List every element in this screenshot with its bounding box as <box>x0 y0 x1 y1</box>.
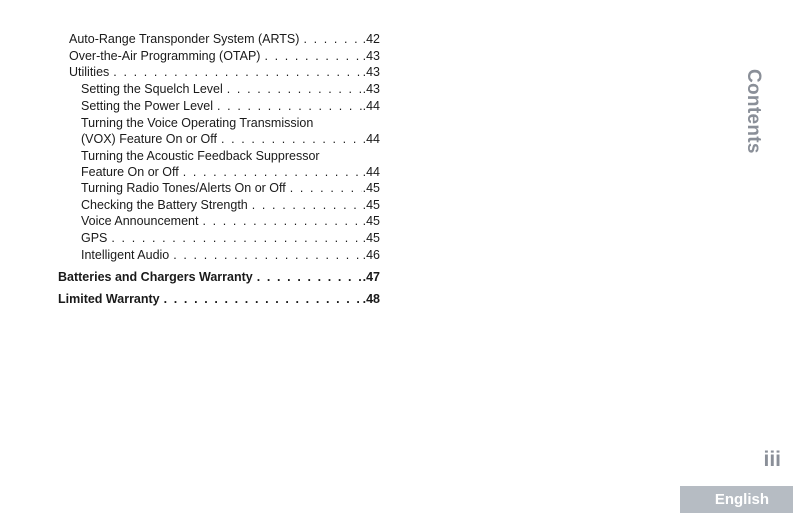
toc-leader-dots <box>111 230 361 247</box>
toc-entry-page: .44 <box>362 132 380 146</box>
toc-entry-voice-announcement[interactable] <box>81 213 380 230</box>
toc-entry-title: Setting the Power Level <box>81 98 214 113</box>
toc-leader-dots <box>113 64 361 81</box>
toc-entry-page: .48 <box>362 292 380 306</box>
toc-entry-utilities[interactable] <box>69 64 380 81</box>
toc-entry-page: .44 <box>362 98 380 113</box>
toc-entry-title: Limited Warranty <box>58 292 160 306</box>
toc-entry-title-line1: Turning the Voice Operating Transmission <box>81 115 314 130</box>
toc-leader-dots <box>217 98 362 115</box>
toc-entry-page: .45 <box>362 197 380 212</box>
toc-leader-dots <box>257 269 362 286</box>
toc-entry-page: .43 <box>362 48 380 63</box>
toc-entry-radio-tones[interactable] <box>81 180 380 197</box>
toc-entry-page: .47 <box>362 270 380 284</box>
toc-entry-arts[interactable] <box>69 31 380 48</box>
toc-leader-dots <box>303 31 361 48</box>
toc-entry-vox[interactable] <box>81 115 380 148</box>
page-number: iii <box>763 448 781 471</box>
toc-entry-title: Over-the-Air Programming (OTAP) <box>69 48 261 63</box>
toc-entry-title: Voice Announcement <box>81 214 199 228</box>
toc-entry-title: Intelligent Audio <box>81 247 170 262</box>
toc-entry-batteries-warranty[interactable] <box>58 269 380 286</box>
toc-entry-title: Feature On or Off <box>81 165 179 179</box>
toc-entry-title: GPS <box>81 231 108 245</box>
toc-leader-dots <box>202 213 361 230</box>
toc-entry-title: Setting the Squelch Level <box>81 82 223 96</box>
toc-leader-dots <box>164 291 362 308</box>
toc-entry-title: Batteries and Chargers Warranty <box>58 270 253 284</box>
toc-entry-feedback-suppressor[interactable] <box>81 148 380 181</box>
toc-entry-squelch-level[interactable] <box>81 81 380 98</box>
language-tab: English <box>680 486 793 513</box>
toc-leader-dots <box>252 197 362 214</box>
toc-entry-gps[interactable] <box>81 230 380 247</box>
toc-leader-dots <box>227 81 362 98</box>
toc-leader-dots <box>183 164 362 181</box>
toc-entry-page: .42 <box>362 32 380 46</box>
toc-entry-title: Checking the Battery Strength <box>81 197 248 212</box>
toc-entry-page: .45 <box>362 181 380 195</box>
toc-entry-page: .43 <box>362 82 380 96</box>
toc-entry-page: .45 <box>362 231 380 245</box>
toc-entry-otap[interactable] <box>69 48 380 65</box>
toc-leader-dots <box>264 48 361 65</box>
toc-entry-intelligent-audio[interactable] <box>81 247 380 264</box>
toc-entry-battery-strength[interactable] <box>81 197 380 214</box>
section-side-label <box>743 66 788 156</box>
toc-entry-page: .46 <box>362 247 380 262</box>
toc-entry-title: Utilities <box>69 65 110 79</box>
toc-entry-title: (VOX) Feature On or Off <box>81 132 217 146</box>
toc-entry-title-line1: Turning the Acoustic Feedback Suppressor <box>81 148 320 163</box>
toc-entry-power-level[interactable] <box>81 98 380 115</box>
toc-entry-page: .44 <box>362 165 380 179</box>
toc-entry-page: .45 <box>362 214 380 228</box>
toc-leader-dots <box>173 247 361 264</box>
section-side-label-text: Contents <box>743 69 764 154</box>
toc-leader-dots <box>221 131 362 148</box>
toc-entry-title: Auto-Range Transponder System (ARTS) <box>69 32 300 46</box>
toc-entry-page: .43 <box>362 65 380 79</box>
toc-entry-limited-warranty[interactable] <box>58 291 380 308</box>
toc-leader-dots <box>290 180 362 197</box>
toc-entry-title: Turning Radio Tones/Alerts On or Off <box>81 181 286 195</box>
